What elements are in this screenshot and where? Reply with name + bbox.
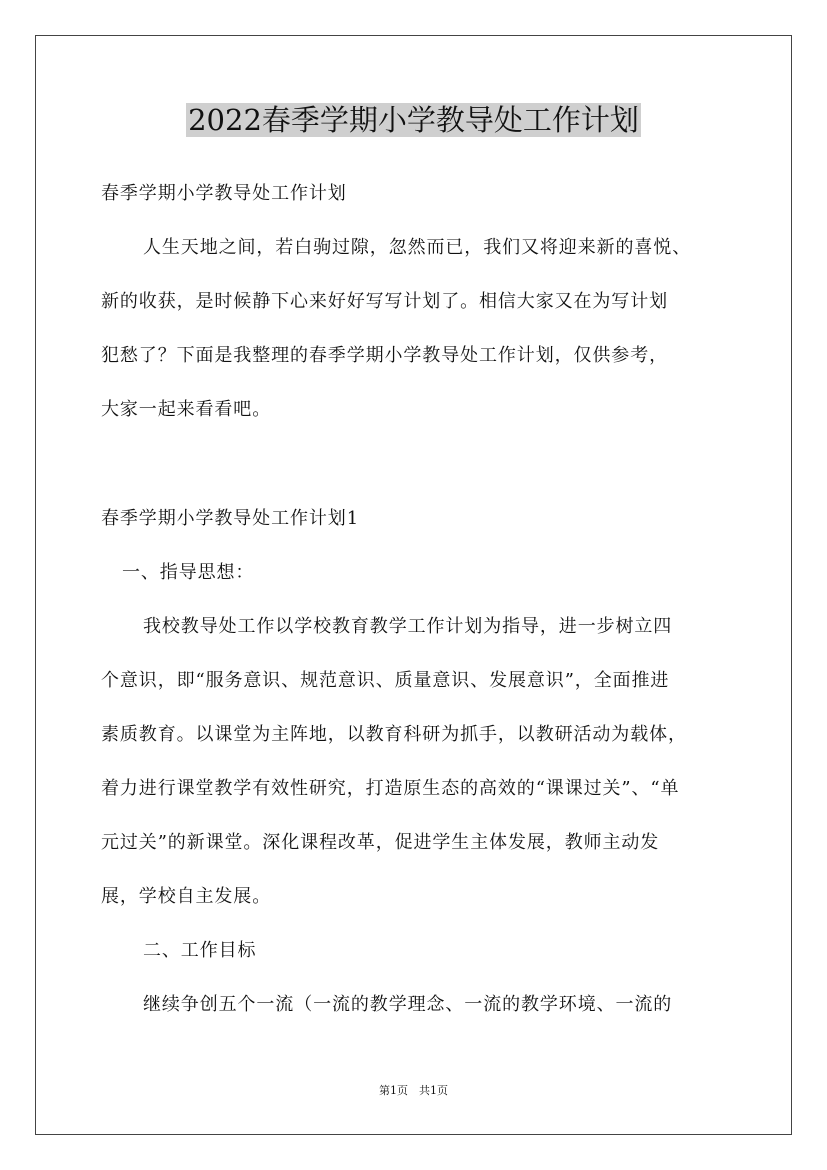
paragraph-line: 继续争创五个一流（一流的教学理念、一流的教学环境、一流的 bbox=[143, 994, 673, 1015]
paragraph-line: 着力进行课堂教学有效性研究，打造原生态的高效的“课课过关”、“单 bbox=[101, 778, 680, 799]
paragraph-line: 素质教育。以课堂为主阵地，以教育科研为抓手，以教研活动为载体， bbox=[101, 724, 687, 745]
page-footer: 第1页 共1页 bbox=[379, 1084, 448, 1097]
paragraph-line: 元过关”的新课堂。深化课程改革，促进学生主体发展，教师主动发 bbox=[101, 832, 660, 853]
paragraph-line: 展，学校自主发展。 bbox=[101, 886, 272, 907]
subsection-heading: 一、指导思想： bbox=[122, 562, 255, 583]
subsection-heading: 二、工作目标 bbox=[143, 940, 257, 961]
section-heading: 春季学期小学教导处工作计划1 bbox=[101, 508, 360, 529]
document-title-text: 2022春季学期小学教导处工作计划 bbox=[188, 103, 639, 137]
paragraph-line: 我校教导处工作以学校教育教学工作计划为指导，进一步树立四 bbox=[143, 616, 673, 637]
paragraph-line: 新的收获，是时候静下心来好好写写计划了。相信大家又在为写计划 bbox=[101, 291, 668, 312]
paragraph-line: 犯愁了？下面是我整理的春季学期小学教导处工作计划，仅供参考， bbox=[101, 345, 668, 366]
paragraph-line: 大家一起来看看吧。 bbox=[101, 399, 272, 420]
subtitle-line: 春季学期小学教导处工作计划 bbox=[101, 183, 347, 204]
document-title bbox=[0, 98, 827, 142]
paragraph-line: 人生天地之间，若白驹过隙，忽然而已，我们又将迎来新的喜悦、 bbox=[143, 237, 692, 258]
paragraph-line: 个意识，即“服务意识、规范意识、质量意识、发展意识”，全面推进 bbox=[101, 670, 670, 691]
